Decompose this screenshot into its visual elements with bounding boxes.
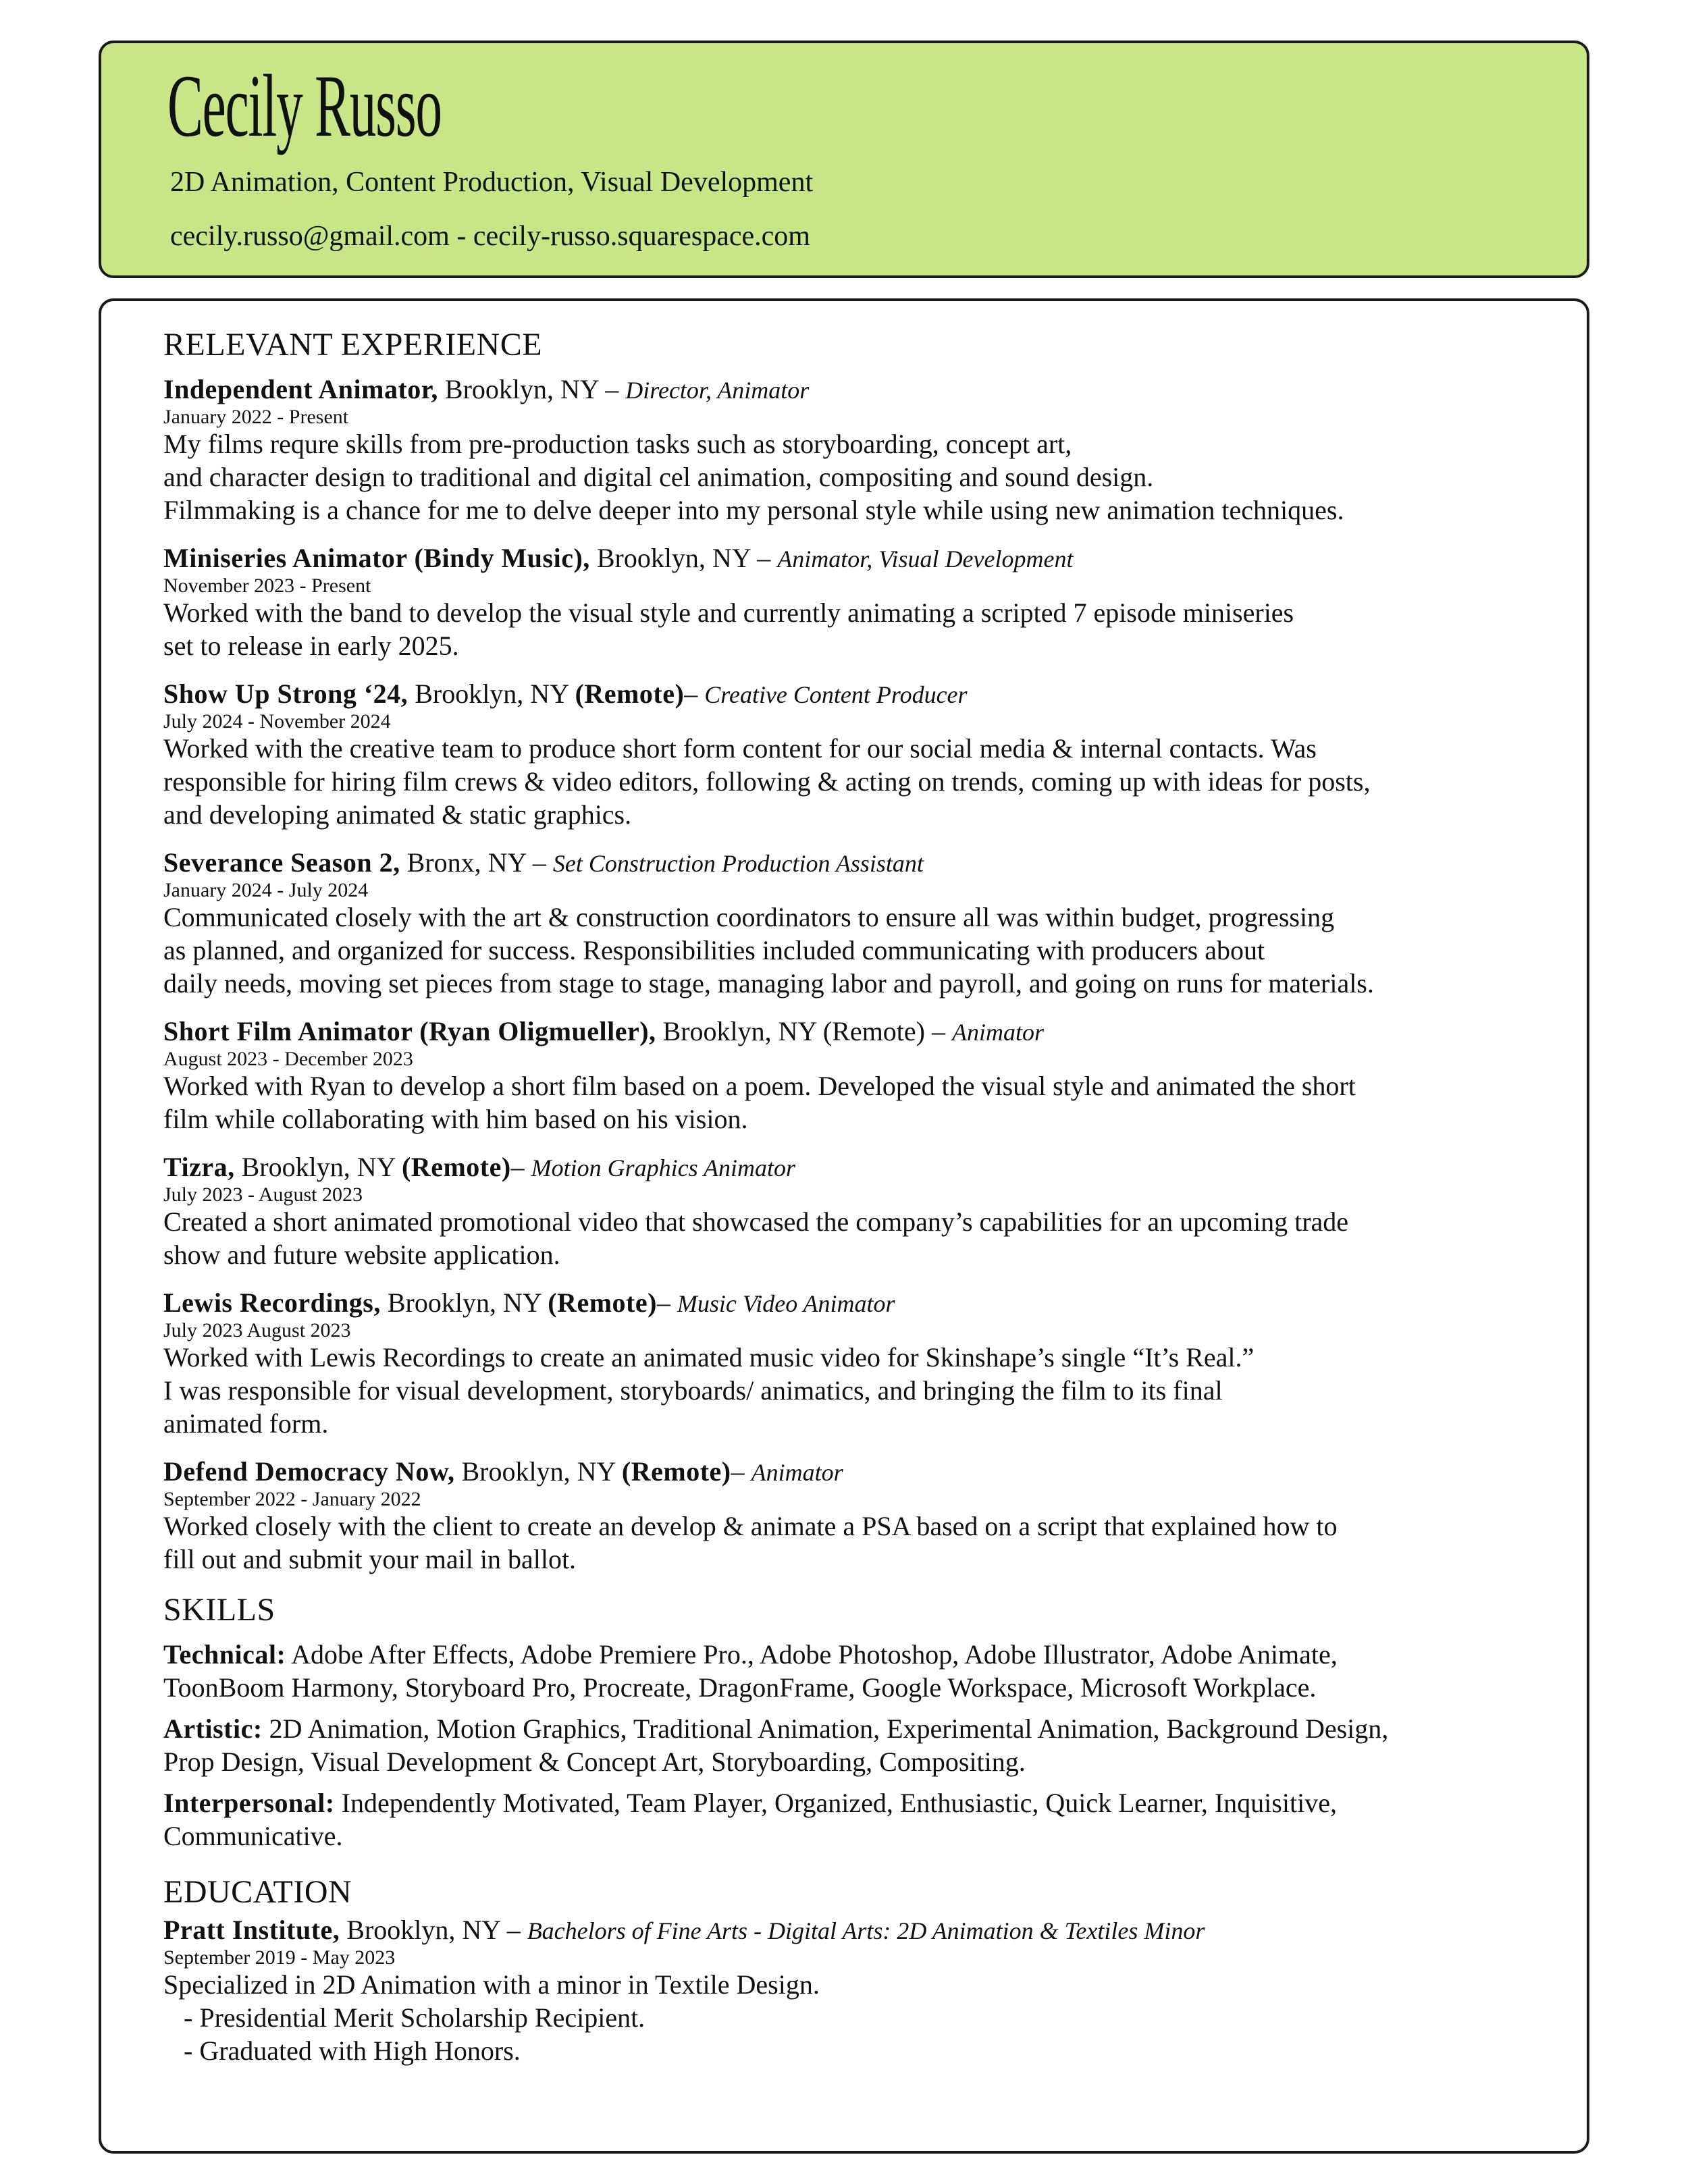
skills-interpersonal-text: Independently Motivated, Team Player, Organized, Enthusiastic, Quick Learner, Inquisitive, [341, 1788, 1337, 1818]
skills-technical [163, 1638, 1554, 1704]
experience-desc-line: responsible for hiring film crews & video editors, following & acting on trends, coming up with ideas for posts, [163, 766, 1371, 797]
experience-sep: – [510, 1152, 525, 1182]
experience-entry [163, 1455, 1554, 1576]
contact-line: cecily.russo@gmail.com - cecily-russo.squarespace.com [170, 221, 810, 252]
experience-head [163, 846, 1554, 880]
header-banner [99, 41, 1589, 278]
experience-head [163, 541, 1554, 576]
experience-desc-line: Worked with the creative team to produce short form content for our social media & internal contacts. Was [163, 733, 1317, 764]
experience-desc-line: I was responsible for visual development, storyboards/ animatics, and bringing the film to its final [163, 1375, 1223, 1406]
experience-location: Brooklyn, NY [461, 1456, 615, 1487]
experience-head [163, 373, 1554, 407]
experience-location: Brooklyn, NY [444, 374, 599, 404]
experience-desc [163, 1069, 1554, 1136]
experience-org: Show Up Strong ‘24, [163, 678, 408, 709]
experience-desc-line: Created a short animated promotional video that showcased the company’s capabilities for an upcoming trade [163, 1206, 1349, 1237]
experience-desc-line: Worked closely with the client to create an develop & animate a PSA based on a script that explained how to [163, 1511, 1338, 1541]
experience-head [163, 1286, 1554, 1321]
experience-remote: (Remote) [548, 1287, 657, 1318]
candidate-name: Cecily Russo [167, 56, 442, 155]
experience-sep: – [757, 543, 771, 573]
experience-entry [163, 1150, 1554, 1271]
experience-location: Bronx, NY [406, 847, 526, 878]
experience-location: Brooklyn, NY (Remote) [662, 1016, 925, 1046]
experience-desc-line: and character design to traditional and digital cel animation, compositing and sound design. [163, 462, 1154, 492]
education-sep: – [506, 1915, 521, 1945]
experience-desc-line: Worked with the band to develop the visual style and currently animating a scripted 7 episode miniseries [163, 597, 1294, 628]
experience-sep: – [532, 847, 546, 878]
experience-role: Director, Animator [625, 377, 810, 404]
education-line: Specialized in 2D Animation with a minor in Textile Design. [163, 1969, 820, 2000]
skills-interpersonal [163, 1786, 1554, 1853]
experience-sep: – [605, 374, 619, 404]
experience-role: Creative Content Producer [704, 681, 968, 708]
experience-entry [163, 1286, 1554, 1440]
education-location: Brooklyn, NY [346, 1915, 500, 1945]
experience-role: Animator [751, 1459, 843, 1486]
education-heading: EDUCATION [163, 1874, 352, 1910]
experience-dates: September 2022 - January 2022 [163, 1488, 421, 1510]
education-bullet: - Presidential Merit Scholarship Recipient. [184, 2002, 645, 2033]
experience-desc-line: and developing animated & static graphics. [163, 799, 632, 830]
education-org: Pratt Institute, [163, 1915, 340, 1945]
experience-desc-line: Filmmaking is a chance for me to delve deeper into my personal style while using new animation techniques. [163, 495, 1344, 525]
education-degree: Bachelors of Fine Arts - Digital Arts: 2D Animation & Textiles Minor [527, 1917, 1205, 1944]
experience-location: Brooklyn, NY [415, 678, 569, 709]
experience-desc-line: My films requre skills from pre-production tasks such as storyboarding, concept art, [163, 429, 1072, 459]
experience-org: Independent Animator, [163, 374, 438, 404]
experience-role: Animator, Visual Development [777, 545, 1074, 572]
education-head [163, 1913, 1554, 1948]
experience-sep: – [684, 678, 698, 709]
resume-body [99, 298, 1589, 2154]
experience-org: Tizra, [163, 1152, 235, 1182]
experience-desc-line: as planned, and organized for success. Responsibilities included communicating with producers about [163, 935, 1265, 965]
skills-heading: SKILLS [163, 1592, 275, 1628]
experience-org: Severance Season 2, [163, 847, 400, 878]
experience-heading: RELEVANT EXPERIENCE [163, 327, 543, 363]
skills-technical-text: Adobe After Effects, Adobe Premiere Pro., Adobe Photoshop, Adobe Illustrator, Adobe Animate, [291, 1639, 1338, 1670]
skills-artistic [163, 1712, 1554, 1778]
experience-remote: (Remote) [575, 678, 685, 709]
education-bullet: - Graduated with High Honors. [184, 2035, 521, 2066]
experience-org: Short Film Animator (Ryan Oligmueller), [163, 1016, 656, 1046]
experience-desc [163, 1341, 1554, 1440]
experience-location: Brooklyn, NY [387, 1287, 542, 1318]
experience-head [163, 677, 1554, 712]
skills-interpersonal-label: Interpersonal: [163, 1788, 335, 1818]
experience-sep: – [731, 1456, 745, 1487]
experience-dates: July 2023 - August 2023 [163, 1183, 363, 1206]
experience-desc [163, 1510, 1554, 1576]
experience-remote: (Remote) [621, 1456, 731, 1487]
experience-org: Miniseries Animator (Bindy Music), [163, 543, 590, 573]
experience-role: Set Construction Production Assistant [552, 850, 924, 877]
experience-org: Lewis Recordings, [163, 1287, 381, 1318]
experience-location: Brooklyn, NY [596, 543, 751, 573]
experience-entry [163, 373, 1554, 527]
skills-interpersonal-text-2: Communicative. [163, 1821, 343, 1851]
education-desc [163, 1968, 1554, 2067]
skills-technical-text-2: ToonBoom Harmony, Storyboard Pro, Procreate, DragonFrame, Google Workspace, Microsoft Workplace. [163, 1672, 1317, 1703]
experience-desc-line: Worked with Ryan to develop a short film based on a poem. Developed the visual style and animated the short [163, 1071, 1356, 1101]
experience-desc [163, 901, 1554, 1000]
experience-head [163, 1455, 1554, 1489]
skills-technical-label: Technical: [163, 1639, 286, 1670]
experience-dates: August 2023 - December 2023 [163, 1048, 413, 1070]
experience-dates: July 2023 August 2023 [163, 1319, 351, 1341]
experience-desc-line: Worked with Lewis Recordings to create an animated music video for Skinshape’s single “It’s Real.” [163, 1342, 1255, 1373]
experience-desc-line: animated form. [163, 1408, 329, 1439]
skills-artistic-text: 2D Animation, Motion Graphics, Traditional Animation, Experimental Animation, Background Design, [269, 1713, 1389, 1744]
skills-artistic-label: Artistic: [163, 1713, 263, 1744]
experience-entry [163, 1015, 1554, 1136]
experience-dates: January 2022 - Present [163, 406, 349, 428]
experience-entry [163, 677, 1554, 831]
education-dates: September 2019 - May 2023 [163, 1946, 396, 1969]
experience-desc-line: fill out and submit your mail in ballot. [163, 1544, 577, 1574]
experience-desc [163, 596, 1554, 662]
experience-role: Music Video Animator [677, 1290, 895, 1317]
experience-location: Brooklyn, NY [241, 1152, 395, 1182]
experience-entry [163, 541, 1554, 662]
experience-sep: – [656, 1287, 670, 1318]
experience-list [163, 373, 1554, 1576]
experience-desc-line: film while collaborating with him based on his vision. [163, 1104, 748, 1134]
education-entry [163, 1913, 1554, 2067]
experience-desc-line: set to release in early 2025. [163, 631, 459, 661]
experience-role: Animator [952, 1019, 1045, 1046]
experience-head [163, 1015, 1554, 1049]
experience-dates: January 2024 - July 2024 [163, 879, 369, 901]
resume-content [163, 325, 1554, 2082]
candidate-subtitle: 2D Animation, Content Production, Visual Development [170, 167, 814, 198]
experience-dates: November 2023 - Present [163, 575, 371, 597]
experience-desc-line: show and future website application. [163, 1240, 560, 1270]
experience-desc [163, 1205, 1554, 1271]
experience-desc-line: Communicated closely with the art & construction coordinators to ensure all was within budget, progressing [163, 902, 1335, 932]
experience-desc [163, 427, 1554, 527]
experience-desc [163, 732, 1554, 831]
experience-remote: (Remote) [401, 1152, 511, 1182]
experience-dates: July 2024 - November 2024 [163, 710, 391, 733]
experience-org: Defend Democracy Now, [163, 1456, 455, 1487]
skills-artistic-text-2: Prop Design, Visual Development & Concept Art, Storyboarding, Compositing. [163, 1747, 1026, 1777]
experience-sep: – [932, 1016, 945, 1046]
experience-head [163, 1150, 1554, 1185]
experience-role: Motion Graphics Animator [531, 1154, 796, 1181]
experience-entry [163, 846, 1554, 1000]
experience-desc-line: daily needs, moving set pieces from stage to stage, managing labor and payroll, and going on runs for materials. [163, 968, 1374, 998]
